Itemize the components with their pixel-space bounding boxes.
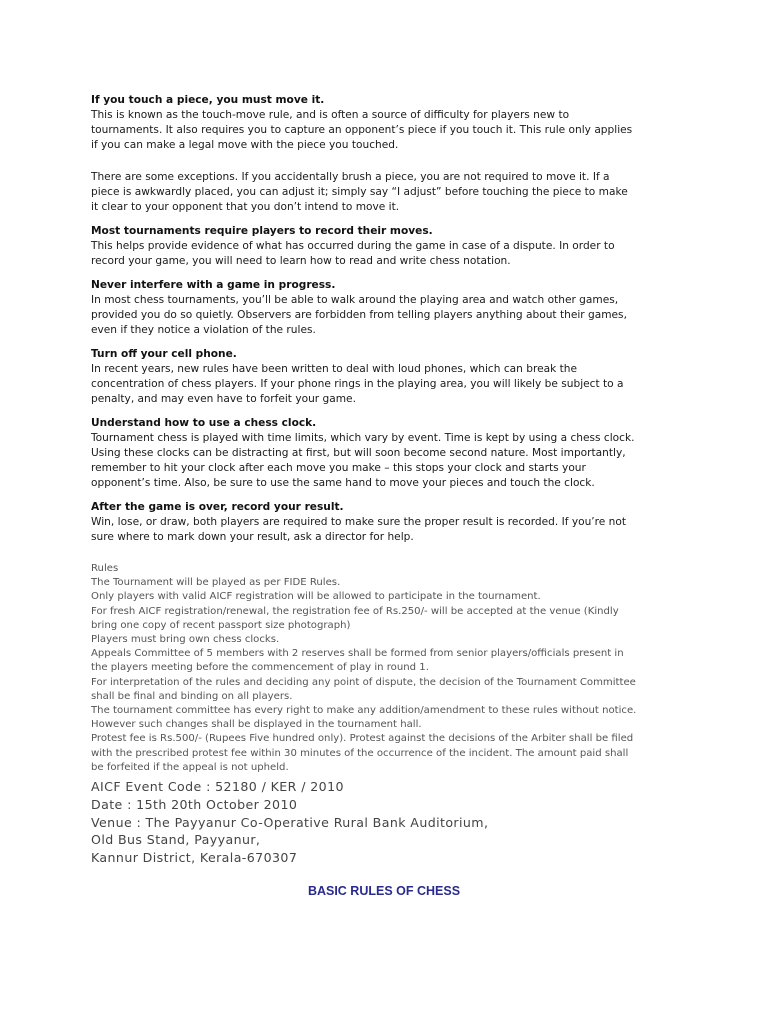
- section-record-moves: [91, 224, 691, 269]
- rules-line: For interpretation of the rules and deciding any point of dispute, the decision of the Tournament Committee: [91, 676, 636, 688]
- section-line: tournaments. It also requires you to capture an opponent’s piece if you touch it. This rule only applies: [91, 124, 633, 136]
- section-line: piece is awkwardly placed, you can adjust it; simply say “I adjust” before touching the piece to make: [91, 186, 628, 198]
- rules-line: The tournament committee has every right to make any addition/amendment to these rules without notice.: [91, 705, 637, 717]
- section-heading: Turn off your cell phone.: [91, 348, 237, 360]
- section-line: sure where to mark down your result, ask a director for help.: [91, 531, 414, 543]
- section-line: In recent years, new rules have been written to deal with loud phones, which can break the: [91, 363, 577, 375]
- section-chess-clock: [91, 416, 691, 491]
- rules-line: shall be final and binding on all players.: [91, 690, 293, 702]
- section-cell-phone: [91, 347, 691, 407]
- event-details: [91, 778, 591, 867]
- section-line: This helps provide evidence of what has occurred during the game in case of a dispute. In order to: [91, 240, 615, 252]
- event-venue: Venue : The Payyanur Co-Operative Rural Bank Auditorium,: [91, 814, 489, 830]
- rules-line: Protest fee is Rs.500/- (Rupees Five hundred only). Protest against the decisions of the Arbiter shall be filed: [91, 733, 634, 745]
- section-line: This is known as the touch-move rule, and is often a source of difficulty for players new to: [91, 109, 570, 121]
- tournament-rules: [91, 562, 671, 775]
- rules-line: Only players with valid AICF registration will be allowed to participate in the tournament.: [91, 591, 541, 603]
- rules-line: For fresh AICF registration/renewal, the registration fee of Rs.250/- will be accepted at the venue (Kindly: [91, 605, 619, 617]
- rules-line: Players must bring own chess clocks.: [91, 634, 280, 646]
- rules-line: be forfeited if the appeal is not upheld.: [91, 761, 289, 773]
- section-record-result: [91, 500, 691, 545]
- section-touch-move: [91, 93, 691, 153]
- section-line: In most chess tournaments, you’ll be able to walk around the playing area and watch other games,: [91, 294, 619, 306]
- section-line: Win, lose, or draw, both players are required to make sure the proper result is recorded. If you’re not: [91, 516, 627, 528]
- rules-line: The Tournament will be played as per FIDE Rules.: [91, 577, 341, 589]
- document-title: BASIC RULES OF CHESS: [307, 884, 461, 898]
- section-heading: Most tournaments require players to record their moves.: [91, 225, 433, 237]
- rules-line: with the prescribed protest fee within 30 minutes of the occurrence of the incident. The amount paid shall: [91, 747, 629, 759]
- section-line: penalty, and may even have to forfeit your game.: [91, 393, 356, 405]
- section-heading: Never interfere with a game in progress.: [91, 279, 336, 291]
- event-address-line: Old Bus Stand, Payyanur,: [91, 832, 261, 848]
- section-line: concentration of chess players. If your phone rings in the playing area, you will likely be subject to a: [91, 378, 624, 390]
- chess-etiquette-text: [91, 93, 691, 545]
- section-line: Tournament chess is played with time limits, which vary by event. Time is kept by using a chess clock.: [91, 432, 635, 444]
- rules-line: Appeals Committee of 5 members with 2 reserves shall be formed from senior players/officials present in: [91, 648, 624, 660]
- section-line: if you can make a legal move with the piece you touched.: [91, 139, 399, 151]
- section-heading: If you touch a piece, you must move it.: [91, 94, 325, 106]
- event-code: AICF Event Code : 52180 / KER / 2010: [91, 779, 344, 794]
- rules-line: However such changes shall be displayed in the tournament hall.: [91, 719, 422, 731]
- section-exceptions: [91, 170, 691, 215]
- event-address-line: Kannur District, Kerala-670307: [91, 850, 298, 866]
- section-line: There are some exceptions. If you accidentally brush a piece, you are not required to move it. If a: [91, 171, 610, 183]
- section-heading: After the game is over, record your result.: [91, 501, 344, 513]
- rules-line: bring one copy of recent passport size photograph): [91, 619, 351, 631]
- event-date: Date : 15th 20th October 2010: [91, 796, 298, 812]
- section-never-interfere: [91, 278, 691, 338]
- section-line: opponent’s time. Also, be sure to use the same hand to move your pieces and touch the clock.: [91, 477, 595, 489]
- section-heading: Understand how to use a chess clock.: [91, 417, 317, 429]
- rules-line: the players meeting before the commencement of play in round 1.: [91, 662, 429, 674]
- section-line: provided you do so quietly. Observers are forbidden from telling players anything about their games,: [91, 309, 627, 321]
- section-line: even if they notice a violation of the rules.: [91, 324, 316, 336]
- section-line: record your game, you will need to learn how to read and write chess notation.: [91, 255, 511, 267]
- section-line: Using these clocks can be distracting at first, but will soon become second nature. Most importantly,: [91, 447, 626, 459]
- section-line: remember to hit your clock after each move you make – this stops your clock and starts your: [91, 462, 586, 474]
- rules-heading: Rules: [91, 563, 119, 574]
- section-line: it clear to your opponent that you don’t intend to move it.: [91, 201, 400, 213]
